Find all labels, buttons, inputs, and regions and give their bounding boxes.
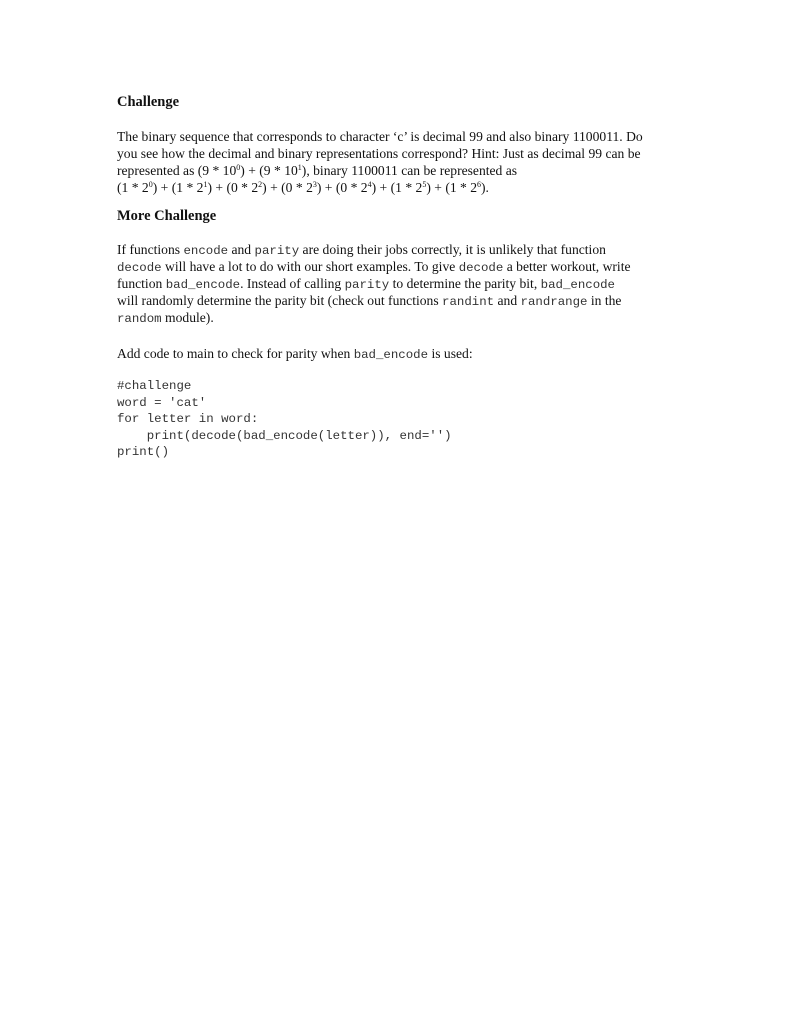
inline-code: decode — [117, 261, 162, 275]
text-run: will have a lot to do with our short examples. To give — [161, 259, 459, 274]
code-line: #challenge — [117, 379, 192, 393]
exponent: 3 — [312, 180, 317, 189]
inline-code: randrange — [520, 295, 588, 309]
inline-code: decode — [458, 261, 504, 275]
more-challenge-paragraph — [117, 241, 631, 326]
challenge-line-2: you see how the decimal and binary representations correspond? Hint: Just as decimal 99 can be — [117, 146, 641, 161]
text-run: are doing their jobs correctly, it is unlikely that function — [299, 242, 606, 257]
code-block — [117, 378, 452, 461]
text-run: a better workout, write — [503, 259, 631, 274]
challenge-line-3-part-c: ), binary 1100011 can be represented as — [301, 163, 518, 178]
expansion-term: (1 * 2 — [390, 180, 423, 195]
challenge-line-3 — [117, 162, 643, 179]
inline-code: parity — [344, 278, 390, 292]
text-run: . Instead of calling — [240, 276, 345, 291]
expansion-term-close: ) + — [371, 180, 391, 195]
exponent: 5 — [422, 180, 427, 189]
challenge-line-3-part-a: represented as (9 * 10 — [117, 163, 237, 178]
text-run: Add code to main to check for parity when — [117, 346, 354, 361]
exponent: 1 — [297, 163, 302, 172]
inline-code: parity — [254, 244, 300, 258]
challenge-line-4-expansion — [117, 179, 643, 196]
expansion-term-close: ). — [481, 180, 489, 195]
exponent: 2 — [258, 180, 263, 189]
exponent: 6 — [477, 180, 482, 189]
exponent: 0 — [148, 180, 153, 189]
text-run: is used: — [428, 346, 473, 361]
add-code-line — [117, 345, 473, 362]
more-challenge-heading: More Challenge — [117, 208, 217, 224]
expansion-term-close: ) + — [262, 180, 282, 195]
expansion-term: (1 * 2 — [445, 180, 478, 195]
inline-code: randint — [442, 295, 495, 309]
expansion-term-close: ) + — [426, 180, 446, 195]
expansion-term: (1 * 2 — [171, 180, 204, 195]
expansion-term: (1 * 2 — [117, 180, 149, 195]
inline-code: bad_encode — [165, 278, 241, 292]
text-run: and — [228, 242, 255, 257]
text-run: module). — [161, 310, 214, 325]
add-code-paragraph — [117, 345, 473, 362]
expansion-term-close: ) + — [152, 180, 172, 195]
more-challenge-line-2 — [117, 258, 631, 275]
text-run: function — [117, 276, 166, 291]
expansion-term-close: ) + — [316, 180, 336, 195]
inline-code: random — [117, 312, 162, 326]
inline-code: encode — [183, 244, 229, 258]
more-challenge-line-5 — [117, 309, 631, 326]
challenge-heading: Challenge — [117, 94, 180, 110]
expansion-term: (0 * 2 — [226, 180, 259, 195]
text-run: and — [494, 293, 521, 308]
exponent: 1 — [203, 180, 208, 189]
code-line: for letter in word: — [117, 412, 259, 426]
text-run: to determine the parity bit, — [389, 276, 541, 291]
more-challenge-line-1 — [117, 241, 631, 258]
text-run: in the — [587, 293, 622, 308]
inline-code: bad_encode — [353, 348, 429, 362]
text-run: will randomly determine the parity bit (check out functions — [117, 293, 443, 308]
code-line: print(decode(bad_encode(letter)), end='') — [117, 428, 452, 443]
challenge-line-1: The binary sequence that corresponds to character ‘c’ is decimal 99 and also binary 1100011. Do — [117, 129, 643, 144]
code-line: print() — [117, 445, 170, 459]
exponent: 4 — [367, 180, 372, 189]
challenge-line-3-part-b: ) + (9 * 10 — [240, 163, 298, 178]
challenge-paragraph — [117, 128, 643, 196]
expansion-term-close: ) + — [207, 180, 227, 195]
more-challenge-line-4 — [117, 292, 631, 309]
expansion-term: (0 * 2 — [335, 180, 368, 195]
expansion-term: (0 * 2 — [281, 180, 313, 195]
exponent: 0 — [236, 163, 241, 172]
code-line: word = 'cat' — [117, 395, 207, 410]
text-run: If functions — [117, 242, 184, 257]
inline-code: bad_encode — [540, 278, 615, 292]
more-challenge-line-3 — [117, 275, 631, 292]
